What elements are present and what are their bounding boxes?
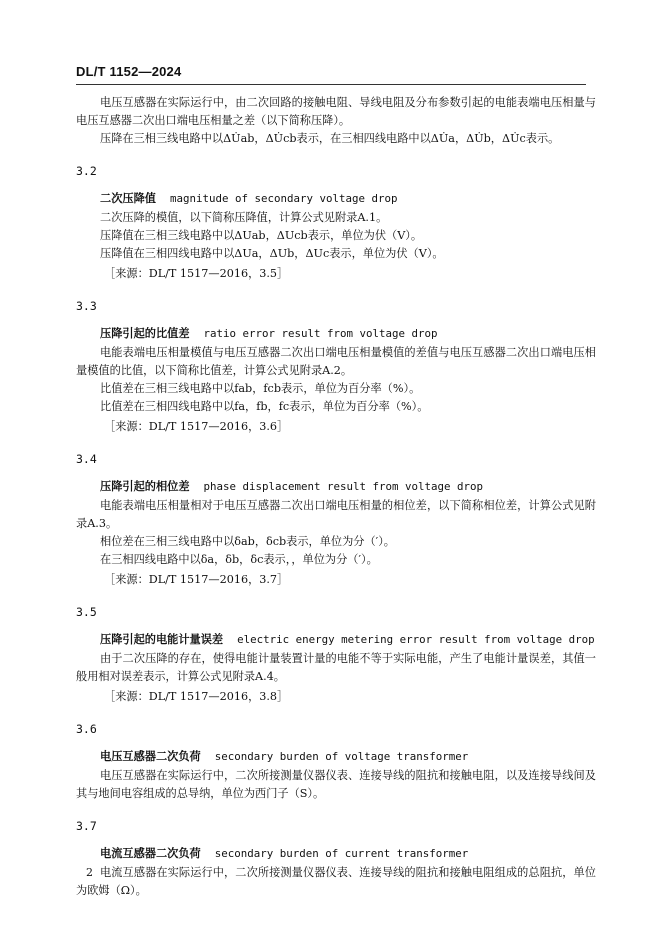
term-chinese: 电流互感器二次负荷 [100, 847, 201, 860]
term-heading [76, 478, 596, 496]
source-note: ［来源：DL/T 1517—2016，3.8］ [104, 690, 289, 703]
definition-paragraph: 由于二次压降的存在，使得电能计量装置计量的电能不等于实际电能，产生了电能计量误差，其值一般用相对误差表示，计算公式见附录A.4。 [76, 652, 596, 683]
definition-paragraph: 电流互感器在实际运行中，二次所接测量仪器仪表、连接导线的阻抗和接触电阻组成的总阻抗，单位为欧姆（Ω）。 [76, 866, 596, 897]
term-chinese: 压降引起的比值差 [100, 327, 190, 340]
clause-number: 3.6 [76, 722, 97, 736]
clause-3-3 [76, 297, 596, 436]
clause-3-4 [76, 450, 596, 589]
page-number: 2 [86, 866, 93, 879]
term-heading [76, 845, 596, 863]
definition-paragraph: 电能表端电压相量模值与电压互感器二次出口端电压相量模值的差值与电压互感器二次出口端电压相量模值的比值，以下简称比值差，计算公式见附录A.2。 [76, 346, 596, 377]
clause-number: 3.5 [76, 605, 97, 619]
intro-notation-line: 压降在三相三线电路中以ΔU̇ab，ΔU̇cb表示，在三相四线电路中以ΔU̇a，ΔU̇b，ΔU̇c表示。 [100, 132, 560, 145]
term-english: ratio error result from voltage drop [203, 327, 438, 340]
term-english: magnitude of secondary voltage drop [169, 192, 398, 205]
definition-line: 比值差在三相三线电路中以fab，fcb表示，单位为百分率（%）。 [100, 382, 421, 395]
definition-paragraph: 电能表端电压相量相对于电压互感器二次出口端电压相量的相位差，以下简称相位差，计算公式见附录A.3。 [76, 499, 596, 530]
term-chinese: 二次压降值 [100, 192, 156, 205]
intro-paragraph: 电压互感器在实际运行中，由二次回路的接触电阻、导线电阻及分布参数引起的电能表端电压相量与电压互感器二次出口端电压相量之差（以下简称压降）。 [76, 96, 596, 127]
term-english: secondary burden of voltage transformer [214, 750, 469, 763]
term-chinese: 电压互感器二次负荷 [100, 750, 201, 763]
page-content [76, 94, 596, 900]
definition-line: 比值差在三相四线电路中以fa，fb，fc表示，单位为百分率（%）。 [100, 400, 429, 413]
clause-number: 3.2 [76, 164, 97, 178]
document-code: DL/T 1152—2024 [76, 64, 182, 79]
clause-3-5 [76, 603, 596, 706]
term-chinese: 压降引起的电能计量误差 [100, 633, 224, 646]
term-heading [76, 325, 596, 343]
term-english: phase displacement result from voltage drop [203, 480, 484, 493]
term-heading [76, 190, 596, 208]
term-chinese: 压降引起的相位差 [100, 480, 190, 493]
source-note: ［来源：DL/T 1517—2016，3.6］ [104, 420, 289, 433]
header-rule [76, 84, 586, 85]
clause-number: 3.4 [76, 452, 97, 466]
source-note: ［来源：DL/T 1517—2016，3.5］ [104, 267, 289, 280]
clause-number: 3.3 [76, 299, 97, 313]
definition-paragraph: 电压互感器在实际运行中，二次所接测量仪器仪表、连接导线的阻抗和接触电阻，以及连接导线间及其与地间电容组成的总导纳，单位为西门子（S）。 [76, 769, 596, 800]
term-heading [76, 748, 596, 766]
definition-line: 二次压降的模值，以下简称压降值，计算公式见附录A.1。 [100, 211, 388, 224]
clause-3-7 [76, 817, 596, 900]
clause-3-2 [76, 162, 596, 283]
definition-line: 在三相四线电路中以δa，δb，δc表示，，单位为分（′）。 [100, 553, 378, 566]
definition-line: 压降值在三相三线电路中以ΔUab，ΔUcb表示，单位为伏（V）。 [100, 229, 423, 242]
definition-line: 相位差在三相三线电路中以δab，δcb表示，单位为分（′）。 [100, 535, 395, 548]
term-english: electric energy metering error result from voltage drop [237, 633, 595, 646]
term-heading [76, 631, 596, 649]
clause-3-6 [76, 720, 596, 803]
source-note: ［来源：DL/T 1517—2016，3.7］ [104, 573, 289, 586]
clause-number: 3.7 [76, 819, 97, 833]
term-english: secondary burden of current transformer [214, 847, 469, 860]
definition-line: 压降值在三相四线电路中以ΔUa，ΔUb，ΔUc表示，单位为伏（V）。 [100, 247, 444, 260]
